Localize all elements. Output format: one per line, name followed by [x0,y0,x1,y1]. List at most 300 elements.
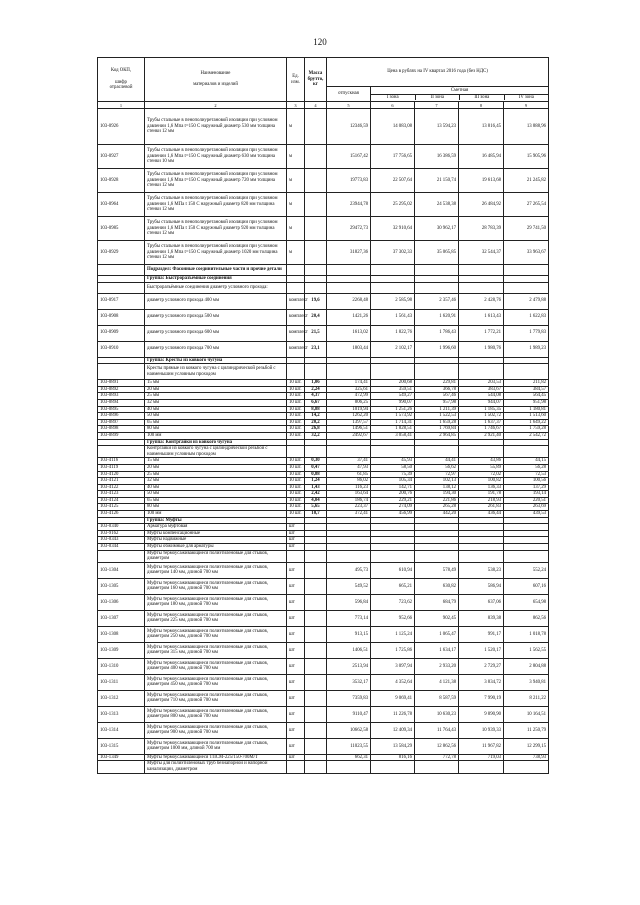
cell-price: 116,23 [327,484,371,491]
cell-unit: шт [287,626,305,642]
cell-price: 944,07 [459,399,504,406]
cell-price: 9 890,90 [459,706,504,722]
cell-price [371,524,415,531]
text-row [98,364,549,380]
cell-price: 1 018,78 [504,626,549,642]
cell-empty [98,446,145,458]
cell-unit: 10 шт. [287,426,305,433]
cell-empty [459,276,504,283]
cell-price: 223,37 [327,504,371,511]
cell-price: 211,82 [504,380,549,387]
cell-price: 596,84 [327,594,371,610]
cell-unit: 10 шт. [287,497,305,504]
cell-section-title: Группа: Муфты [145,517,287,524]
cell-unit: м [287,169,305,193]
cell-price: 9110,47 [327,706,371,722]
cell-empty [305,517,327,524]
cell-unit: м [287,145,305,169]
cell-price: 957,98 [415,399,459,406]
table-body [98,109,549,774]
cell-empty [327,446,371,458]
cell-unit: 10 шт. [287,464,305,471]
cell-price [459,530,504,537]
cell-empty [327,439,371,446]
cell-price: 15 905,96 [504,145,549,169]
cell-price: 4 352,64 [371,674,415,690]
cell-code: 103-1306 [98,594,145,610]
cell-name: Муфты термоусаживающиеся полиэтиленовые для стыков, диаметром 800 мм, длиной 700 мм [145,706,287,722]
cell-unit: 10 шт. [287,413,305,420]
cell-price [327,524,371,531]
cell-price: 1 613,43 [459,309,504,325]
cell-mass [305,109,327,145]
header-estimated: отпускная [327,87,371,102]
cell-name: Муфты термоусаживающиеся полиэтиленовые для стыков, диаметром 450 мм, длиной 700 мм [145,674,287,690]
cell-mass: 1,06 [305,380,327,387]
cell-mass: 1,24 [305,478,327,485]
cell-empty [504,761,549,773]
table-row [98,674,549,690]
cell-price: 11 764,43 [415,722,459,738]
cell-unit: 10 шт. [287,491,305,498]
cell-price: 3 940,81 [504,674,549,690]
cell-price: 991,17 [459,626,504,642]
table-row [98,169,549,193]
cell-empty [327,282,371,293]
cell-price: 665,21 [371,578,415,594]
cell-name: Трубы стальные в пенополиуретановой изоляции при условном давлении 1,6 Мпа t=150 С наружный диаметр 530 мм толщина стенки 12 мм [145,109,287,145]
cell-price: 25 295,02 [371,193,415,217]
cell-price: 1 637,37 [459,419,504,426]
cell-mass [305,169,327,193]
cell-price: 56,62 [415,464,459,471]
cell-price: 35 065,85 [415,241,459,265]
cell-name: 65 мм [145,419,287,426]
cell-price: 16 485,94 [459,145,504,169]
cell-price: 55,89 [459,464,504,471]
cell-empty [504,357,549,364]
cell-price: 544,08 [459,393,504,400]
cell-name: диаметр условного прохода 500 мм [145,309,287,325]
cell-price: 28 783,39 [459,217,504,241]
cell-price: 1397,57 [327,419,371,426]
cell-empty [287,446,305,458]
cell-empty [305,276,327,283]
cell-price: 72,02 [459,471,504,478]
cell-mass [305,145,327,169]
cell-code: 103-0928 [98,169,145,193]
cell-price: 816,16 [371,754,415,761]
col-num: 4 [305,102,327,109]
cell-mass: 2,42 [305,491,327,498]
cell-empty [504,550,549,562]
cell-unit: 10 шт. [287,471,305,478]
cell-mass [305,217,327,241]
cell-price [459,524,504,531]
cell-mass [305,562,327,578]
cell-code: 103-0891 [98,380,145,387]
cell-name: Трубы стальные в пенополиуретановой изоляции при условном давлении 1,6 Мпа t=150 С наружный диаметр 630 мм толщина стенки 10 мм [145,145,287,169]
cell-empty [305,439,327,446]
cell-price: 1 746,67 [459,426,504,433]
table-row [98,217,549,241]
cell-code: 103-0894 [98,399,145,406]
cell-section-title: Группа: Кресты из ковкого чугуна [145,357,287,364]
table-row [98,341,549,357]
cell-code: 103-1305 [98,578,145,594]
cell-mass [305,530,327,537]
table-row [98,426,549,433]
cell-mass [305,706,327,722]
cell-mass [305,537,327,544]
cell-unit: шт [287,642,305,658]
cell-name: Муфты термоусаживающиеся полиэтиленовые для стыков, диаметром 1000 мм, длиной 700 мм [145,738,287,754]
cell-code: 103-4116 [98,458,145,465]
cell-price: 439,53 [504,511,549,518]
cell-empty [459,265,504,276]
cell-mass: 20,2 [305,419,327,426]
section-row [98,439,549,446]
cell-empty [98,517,145,524]
cell-mass [305,690,327,706]
cell-mass: 0,47 [305,464,327,471]
cell-price: 3 097,94 [371,658,415,674]
cell-price: 567,46 [415,393,459,400]
cell-price [504,537,549,544]
cell-code: 103-0898 [98,426,145,433]
cell-price: 952,66 [371,610,415,626]
cell-code: 103-1349 [98,754,145,761]
table-row [98,504,549,511]
cell-price: 1 251,26 [371,406,415,413]
cell-empty [415,761,459,773]
cell-price: 10662,58 [327,722,371,738]
cell-price: 1496,51 [327,426,371,433]
cell-empty [327,265,371,276]
cell-price: 2 357,46 [415,293,459,309]
cell-name: Муфты термоусаживающиеся ТПСМ-225/150-700М/Т [145,754,287,761]
cell-price: 21 245,82 [504,169,549,193]
cell-price: 274,09 [371,504,415,511]
cell-unit: м [287,193,305,217]
cell-empty [98,364,145,380]
cell-unit: м [287,241,305,265]
cell-unit: шт [287,658,305,674]
cell-code: 103-4124 [98,497,145,504]
col-num: 1 [98,102,145,109]
text-row [98,282,549,293]
cell-mass [305,674,327,690]
cell-price: 586,94 [459,578,504,594]
cell-unit: шт [287,562,305,578]
header-zone-title: Сметная [371,88,548,95]
cell-subgroup-text: Муфты термоусаживающиеся полиэтиленовые для стыков, диаметром [145,550,287,562]
cell-price: 1 779,83 [504,325,549,341]
cell-name: 32 мм [145,478,287,485]
cell-empty [305,364,327,380]
cell-price: 11 967,82 [459,738,504,754]
cell-price: 862,56 [504,610,549,626]
cell-unit: 10 шт. [287,484,305,491]
cell-name: Муфты надвижные [145,537,287,544]
cell-code: 103-0929 [98,241,145,265]
cell-price: 2 964,85 [415,432,459,439]
cell-price: 27 265,54 [504,193,549,217]
cell-price: 11023,55 [327,738,371,754]
cell-price: 951,98 [504,399,549,406]
cell-section-title: Подраздел: Фасонные соединительные части и прочие детали [145,265,287,276]
cell-unit: шт [287,594,305,610]
cell-price: 33 963,67 [504,241,549,265]
cell-section-title: Группа: Контргайки из ковкого чугуна [145,439,287,446]
cell-code: 103-0895 [98,406,145,413]
cell-name: Муфты компенсационные [145,530,287,537]
cell-price: 2 933,20 [415,658,459,674]
cell-price: 772,78 [415,754,459,761]
section-row [98,357,549,364]
cell-price [371,544,415,551]
cell-mass: 6,67 [305,399,327,406]
table-row [98,722,549,738]
cell-empty [371,276,415,283]
header-zones [371,87,549,102]
cell-price [371,537,415,544]
cell-empty [327,761,371,773]
cell-empty [459,439,504,446]
cell-empty [287,364,305,380]
cell-price [459,537,504,544]
header-zone-2: II зона [416,95,461,101]
cell-empty [371,550,415,562]
cell-name: 40 мм [145,484,287,491]
cell-mass [305,241,327,265]
cell-price: 1 502,72 [459,413,504,420]
col-num: 6 [371,102,415,109]
cell-name: Трубы стальные в пенополиуретановой изоляции при условном давлении 1,6 МПа t 150 С наружный диаметр 920 мм толщина стенки 12 мм [145,217,287,241]
cell-code: 103-0892 [98,386,145,393]
cell-price: 12 409,34 [371,722,415,738]
cell-price: 37,41 [327,458,371,465]
table-row [98,562,549,578]
cell-code: 103-1314 [98,722,145,738]
cell-code: 103-1311 [98,674,145,690]
cell-price: 12 299,15 [504,738,549,754]
cell-unit: 10 шт. [287,393,305,400]
cell-empty [504,517,549,524]
cell-name: 32 мм [145,399,287,406]
col-num: 2 [145,102,287,109]
table-row [98,484,549,491]
cell-empty [287,265,305,276]
cell-price: 229,81 [415,380,459,387]
cell-mass: 0,30 [305,458,327,465]
cell-price: 9 069,41 [371,690,415,706]
cell-unit: комплект [287,293,305,309]
cell-mass: 32,2 [305,432,327,439]
cell-price: 142,71 [371,484,415,491]
cell-name: 80 мм [145,426,287,433]
table-row [98,386,549,393]
cell-name: Муфты термоусаживающиеся полиэтиленовые для стыков, диаметром 225 мм, длиной 700 мм [145,610,287,626]
cell-unit: шт [287,524,305,531]
cell-code: 103-0909 [98,325,145,341]
cell-empty [98,357,145,364]
cell-price: 11 226,78 [371,706,415,722]
cell-price: 22 507,64 [371,169,415,193]
cell-code: 103-1304 [98,562,145,578]
cell-price: 1 634,17 [415,642,459,658]
cell-empty [305,446,327,458]
table-row [98,610,549,626]
cell-price: 2513,94 [327,658,371,674]
cell-mass: 2,24 [305,386,327,393]
cell-unit: шт [287,578,305,594]
table-row [98,537,549,544]
cell-price: 10 164,51 [504,706,549,722]
cell-price: 8 587,59 [415,690,459,706]
cell-unit: 10 шт. [287,432,305,439]
cell-code: 103-4123 [98,491,145,498]
cell-mass: 23,1 [305,341,327,357]
cell-price: 383,67 [459,386,504,393]
cell-name: 40 мм [145,406,287,413]
cell-name: 100 мм [145,511,287,518]
cell-price: 12346,59 [327,109,371,145]
cell-price: 45,93 [371,458,415,465]
cell-name: Муфты термоусаживающиеся полиэтиленовые для стыков, диаметром 140 мм, длиной 700 мм [145,562,287,578]
cell-empty [371,761,415,773]
cell-section-title: Группа: Быстроразъёмные соединения [145,276,287,283]
cell-price: 218,93 [459,497,504,504]
header-name: Наименование материалов и изделий [145,58,287,102]
cell-price: 2 479,88 [504,293,549,309]
cell-price: 163,64 [327,491,371,498]
cell-empty [415,265,459,276]
cell-mass [305,193,327,217]
cell-price: 3532,17 [327,674,371,690]
cell-price: 44,41 [415,458,459,465]
table-row [98,145,549,169]
cell-price: 1 125,24 [371,626,415,642]
cell-empty [459,282,504,293]
cell-price: 26 484,92 [459,193,504,217]
table-row [98,432,549,439]
cell-empty [305,550,327,562]
cell-price: 384,57 [504,386,549,393]
cell-price: 200,76 [371,491,415,498]
table-row [98,754,549,761]
cell-price: 2 585,98 [371,293,415,309]
cell-code: 103-1310 [98,658,145,674]
cell-price: 191,78 [459,491,504,498]
cell-price [415,524,459,531]
cell-mass [305,754,327,761]
cell-unit: шт [287,738,305,754]
cell-empty [98,439,145,446]
cell-price: 1019,94 [327,406,371,413]
cell-empty [98,265,145,276]
cell-price: 495,73 [327,562,371,578]
cell-name: диаметр условного прохода 600 мм [145,325,287,341]
cell-price: 2 804,88 [504,658,549,674]
cell-price: 3 058,41 [371,432,415,439]
cell-code: 103-9162 [98,530,145,537]
section-row [98,517,549,524]
cell-price: 2492,67 [327,432,371,439]
cell-price: 442,20 [415,511,459,518]
table-row [98,309,549,325]
cell-name: Муфты термоусаживающиеся полиэтиленовые для стыков, диаметром 180 мм, длиной 700 мм [145,594,287,610]
cell-empty [287,282,305,293]
cell-price: 806,25 [327,399,371,406]
cell-price: 43,86 [459,458,504,465]
text-row [98,446,549,458]
cell-empty [287,761,305,773]
table-row [98,193,549,217]
cell-empty [415,364,459,380]
cell-name: 25 мм [145,393,287,400]
cell-price: 29 741,50 [504,217,549,241]
cell-price: 1421,26 [327,309,371,325]
cell-subgroup-text: Быстроразъёмные соединения диаметр условного прохода: [145,282,287,293]
col-num: 5 [327,102,371,109]
table-row [98,380,549,387]
cell-empty [371,446,415,458]
cell-unit: 10 шт. [287,419,305,426]
cell-name: диаметр условного прохода 400 мм [145,293,287,309]
cell-mass: 10,7 [305,511,327,518]
cell-price: 1613,02 [327,325,371,341]
cell-price [504,530,549,537]
header-price-title: Цена в рублях на IV квартал 2016 года (без НДС) [327,58,549,87]
cell-name: Арматура муфтовая [145,524,287,531]
cell-price: 2268,48 [327,293,371,309]
cell-empty [327,357,371,364]
table-row [98,658,549,674]
cell-empty [287,357,305,364]
cell-price [459,544,504,551]
cell-empty [459,357,504,364]
cell-price: 902,45 [415,610,459,626]
cell-price: 637,06 [459,594,504,610]
cell-price: 2 729,27 [459,658,504,674]
cell-price: 325,61 [327,386,371,393]
cell-price: 72,53 [504,471,549,478]
table-row [98,578,549,594]
cell-empty [415,282,459,293]
cell-empty [371,357,415,364]
cell-price: 456,99 [371,511,415,518]
header-zone-3: III зона [460,95,505,101]
cell-unit: шт [287,610,305,626]
price-table-sheet [97,57,548,774]
cell-empty [327,364,371,380]
header-zone-4: IV зона [518,94,534,100]
page-number: 120 [313,37,327,47]
cell-price: 607,16 [504,578,549,594]
cell-price: 1 622,83 [504,309,549,325]
cell-code: 103-0910 [98,341,145,357]
table-row [98,738,549,754]
cell-empty [459,517,504,524]
cell-price: 61,85 [327,471,371,478]
cell-mass [305,738,327,754]
cell-code: 103-0927 [98,145,145,169]
cell-mass [305,642,327,658]
cell-code: 103-4121 [98,478,145,485]
cell-price [415,537,459,544]
cell-price: 203,53 [459,380,504,387]
